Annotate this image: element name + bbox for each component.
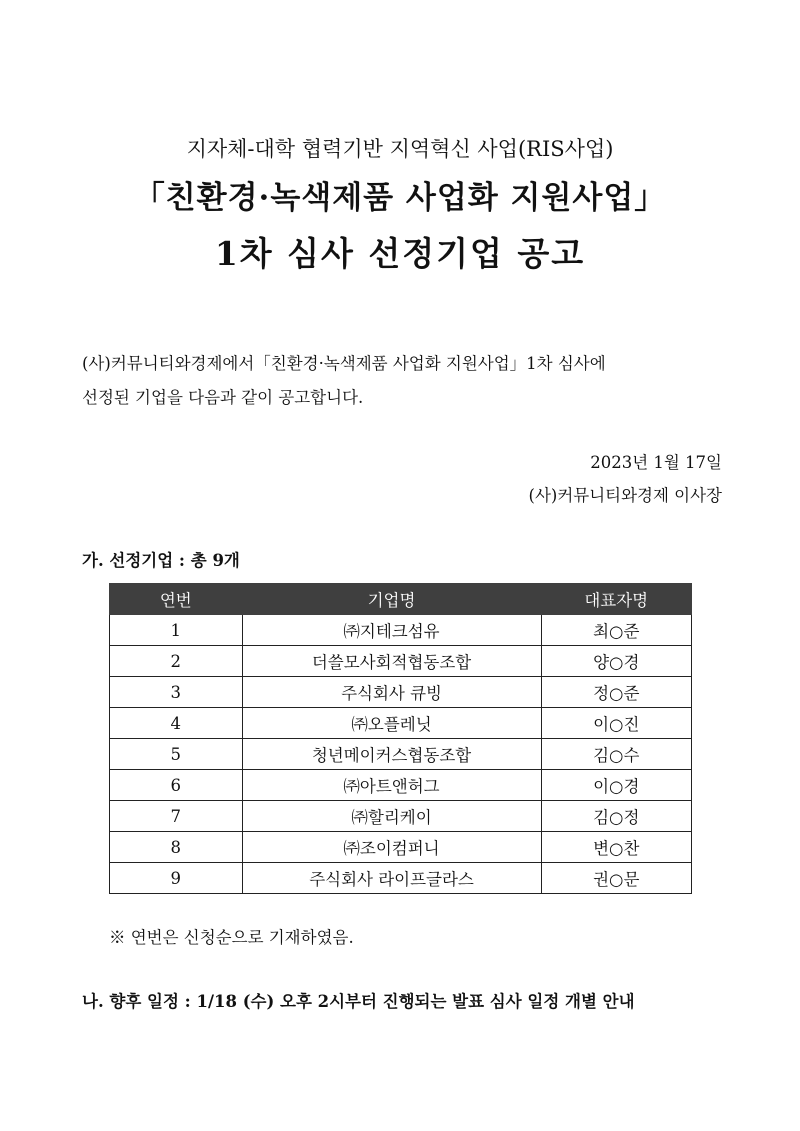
table-row [110,770,692,801]
row-representative: 변○찬 [541,832,692,863]
row-company: ㈜오플레닛 [242,708,541,739]
row-company: ㈜지테크섬유 [242,615,541,646]
row-company: 주식회사 큐빙 [242,677,541,708]
row-company: 청년메이커스협동조합 [242,739,541,770]
table-footnote: ※ 연번은 신청순으로 기재하였음. [109,928,354,947]
document-title-line1: 「친환경·녹색제품 사업화 지원사업」 [133,180,667,216]
table-row [110,863,692,894]
table-row [110,615,692,646]
row-number: 7 [110,801,243,832]
row-company: ㈜조이컴퍼니 [242,832,541,863]
table-row [110,832,692,863]
announcement-date: 2023년 1월 17일 [590,453,722,472]
row-number: 2 [110,646,243,677]
row-number: 6 [110,770,243,801]
document-subtitle: 지자체-대학 협력기반 지역혁신 사업(RIS사업) [186,137,614,161]
row-company: 주식회사 라이프글라스 [242,863,541,894]
intro-paragraph-line2: 선정된 기업을 다음과 같이 공고합니다. [82,388,364,407]
row-representative: 정○준 [541,677,692,708]
row-representative: 김○정 [541,801,692,832]
row-representative: 이○진 [541,708,692,739]
row-number: 8 [110,832,243,863]
row-number: 9 [110,863,243,894]
table-row [110,708,692,739]
row-company: ㈜아트앤허그 [242,770,541,801]
table-row [110,677,692,708]
row-representative: 양○경 [541,646,692,677]
row-representative: 이○경 [541,770,692,801]
row-representative: 최○준 [541,615,692,646]
table-header-row [110,584,692,615]
section-a-heading: 가. 선정기업 : 총 9개 [82,551,240,570]
row-representative: 권○문 [541,863,692,894]
header-company: 기업명 [242,584,541,615]
row-company: 더쓸모사회적협동조합 [242,646,541,677]
header-representative: 대표자명 [541,584,692,615]
document-title-line2: 1차 심사 선정기업 공고 [214,234,586,273]
table-row [110,801,692,832]
row-representative: 김○수 [541,739,692,770]
selected-companies-table [109,583,692,894]
issuer-name: (사)커뮤니티와경제 이사장 [528,486,722,505]
row-number: 5 [110,739,243,770]
row-number: 4 [110,708,243,739]
header-number: 연번 [110,584,243,615]
row-number: 1 [110,615,243,646]
table-row [110,646,692,677]
intro-paragraph-line1: (사)커뮤니티와경제에서「친환경·녹색제품 사업화 지원사업」1차 심사에 [82,354,606,373]
row-number: 3 [110,677,243,708]
section-b-heading: 나. 향후 일정 : 1/18 (수) 오후 2시부터 진행되는 발표 심사 일정 개별 안내 [82,992,635,1011]
table-row [110,739,692,770]
row-company: ㈜할리케이 [242,801,541,832]
